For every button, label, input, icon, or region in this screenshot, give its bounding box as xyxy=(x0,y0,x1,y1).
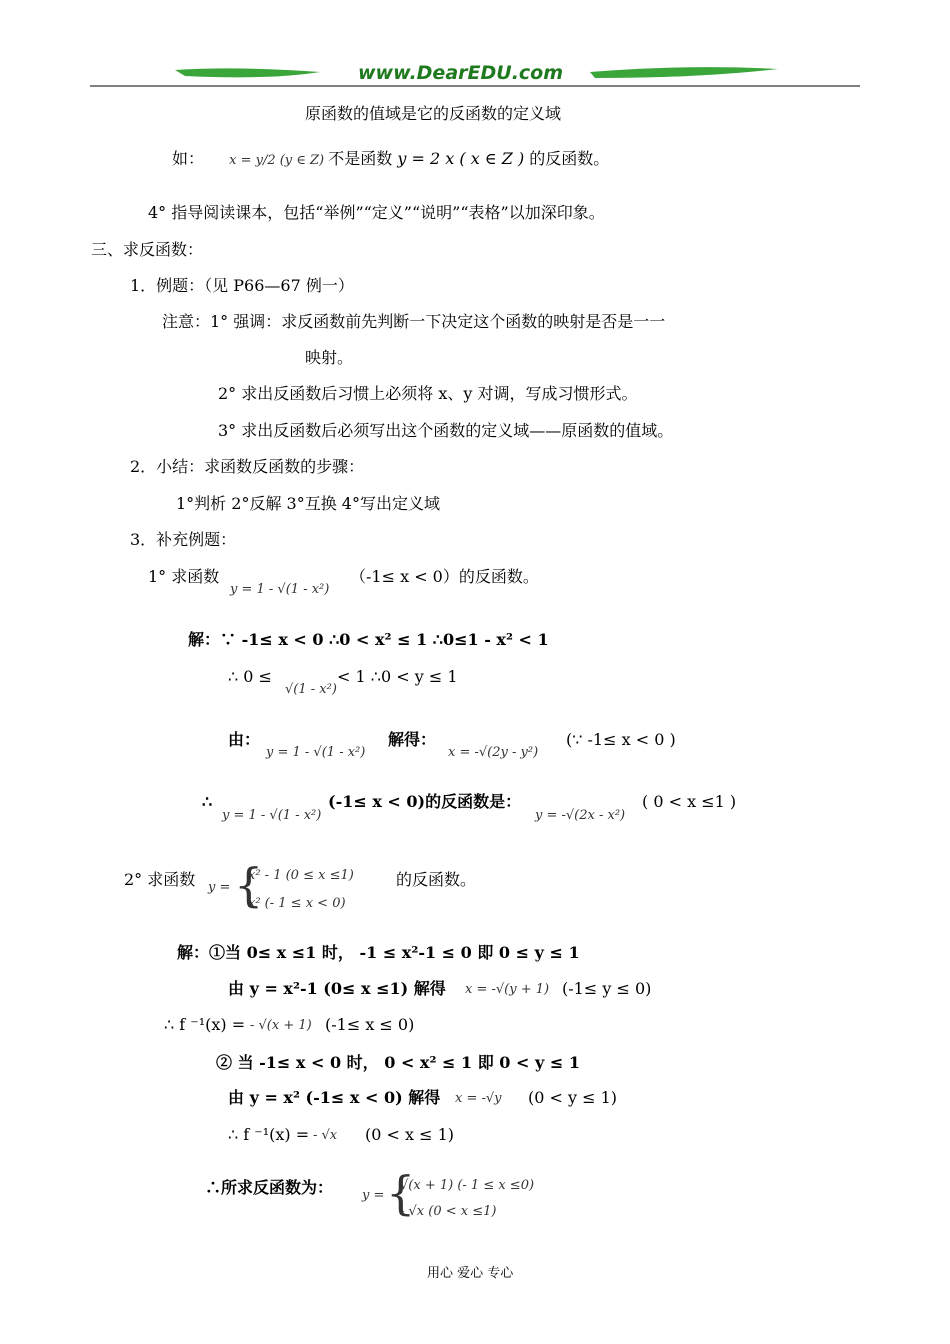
piecewise-25-y-eq: y = xyxy=(362,1188,385,1203)
line-2-prefix: 如： xyxy=(172,149,205,168)
line-1: 原函数的值域是它的反函数的定义域 xyxy=(305,104,562,123)
line-17-b: (-1≤ x < 0)的反函数是： xyxy=(328,792,522,811)
formula-20: x = -√(y + 1) xyxy=(465,982,550,997)
line-24-b: (0 < x ≤ 1) xyxy=(365,1125,455,1144)
line-16-b: 解得： xyxy=(388,730,437,749)
piecewise-y-eq: y = xyxy=(208,880,231,895)
line-9: 3° 求出反函数后必须写出这个函数的定义域——原函数的值域。 xyxy=(218,421,674,440)
formula-17-1: y = 1 - √(1 - x²) xyxy=(222,808,322,823)
formula-16-1: y = 1 - √(1 - x²) xyxy=(266,745,366,760)
piecewise-25 xyxy=(362,1168,562,1226)
formula-21: - √(x + 1) xyxy=(250,1018,312,1033)
footer-text: 用心 爱心 专心 xyxy=(427,1266,514,1281)
line-17-c: ( 0 < x ≤1 ) xyxy=(642,792,737,811)
line-7: 映射。 xyxy=(305,348,354,367)
line-2-mid: 不是函数 xyxy=(328,149,393,168)
line-18-prefix: 2° 求函数 xyxy=(124,870,196,889)
line-16-a: 由： xyxy=(228,730,261,749)
line-23-b: (0 < y ≤ 1) xyxy=(528,1088,618,1107)
left-brace-icon: { xyxy=(234,858,264,912)
line-8: 2° 求出反函数后习惯上必须将 x、y 对调，写成习惯形式。 xyxy=(218,384,638,403)
line-24-a: ∴ f ⁻¹(x) = xyxy=(228,1125,310,1144)
line-10: 2．小结：求函数反函数的步骤： xyxy=(130,457,365,476)
line-21-b: (-1≤ x ≤ 0) xyxy=(325,1015,415,1034)
line-21-a: ∴ f ⁻¹(x) = xyxy=(164,1015,246,1034)
line-17-a: ∴ xyxy=(202,792,213,811)
line-25-a: ∴所求反函数为： xyxy=(205,1178,334,1197)
section-heading-3: 三、求反函数： xyxy=(91,240,204,259)
formula-13: y = 1 - √(1 - x²) xyxy=(230,582,330,597)
line-5: 1．例题：（见 P66—67 例一） xyxy=(130,276,354,295)
formula-17-2: y = -√(2x - x²) xyxy=(535,808,626,823)
line-13 xyxy=(148,567,219,587)
logo-text: www.DearEDU.com xyxy=(358,62,564,84)
line-19: 解：①当 0≤ x ≤1 时， -1 ≤ x²-1 ≤ 0 即 0 ≤ y ≤ 1 xyxy=(177,943,580,962)
piecewise-25-case-1: √(x + 1) (- 1 ≤ x ≤0) xyxy=(400,1178,535,1193)
line-20-b: (-1≤ y ≤ 0) xyxy=(562,979,652,998)
function-y-eq-2x: y = 2 x ( x ∈ Z ) xyxy=(397,149,525,168)
formula-x-eq-y-over-2: x = y/2 (y ∈ Z) xyxy=(229,153,325,168)
line-13-prefix: 1° 求函数 xyxy=(148,567,220,586)
piecewise-25-case-2: - √x (0 < x ≤1) xyxy=(400,1204,497,1219)
piecewise-case-1: x² - 1 (0 ≤ x ≤1) xyxy=(248,868,354,883)
line-12: 3．补充例题： xyxy=(130,530,237,549)
line-6: 注意：1° 强调：求反函数前先判断一下决定这个函数的映射是否是一一 xyxy=(162,312,666,331)
line-2 xyxy=(172,149,609,171)
line-15-a: ∴ 0 ≤ xyxy=(228,667,272,686)
line-3: 4° 指导阅读课本，包括“举例”“定义”“说明”“表格”以加深印象。 xyxy=(148,203,605,222)
piecewise-case-2: x² (- 1 ≤ x < 0) xyxy=(248,896,346,911)
line-22: ② 当 -1≤ x < 0 时， 0 < x² ≤ 1 即 0 < y ≤ 1 xyxy=(216,1053,580,1072)
line-18-suffix: 的反函数。 xyxy=(396,870,477,889)
line-20-a: 由 y = x²-1 (0≤ x ≤1) 解得 xyxy=(228,979,446,998)
line-11: 1°判析 2°反解 3°互换 4°写出定义域 xyxy=(176,494,440,513)
formula-15: √(1 - x²) xyxy=(285,682,337,697)
line-16-c: (∵ -1≤ x < 0 ) xyxy=(566,730,676,749)
line-14: 解：∵ -1≤ x < 0 ∴0 < x² ≤ 1 ∴0≤1 - x² < 1 xyxy=(188,630,549,649)
left-brace-icon: { xyxy=(386,1166,416,1220)
line-15-b: < 1 ∴0 < y ≤ 1 xyxy=(337,667,458,686)
line-2-suffix: 的反函数。 xyxy=(529,149,610,168)
formula-16-2: x = -√(2y - y²) xyxy=(448,745,539,760)
line-23-a: 由 y = x² (-1≤ x < 0) 解得 xyxy=(228,1088,441,1107)
line-13-suffix: （-1≤ x < 0）的反函数。 xyxy=(350,567,539,586)
formula-23: x = -√y xyxy=(455,1091,502,1106)
piecewise-18 xyxy=(208,860,393,918)
header-banner xyxy=(90,60,860,90)
formula-24: - √x xyxy=(313,1128,338,1143)
